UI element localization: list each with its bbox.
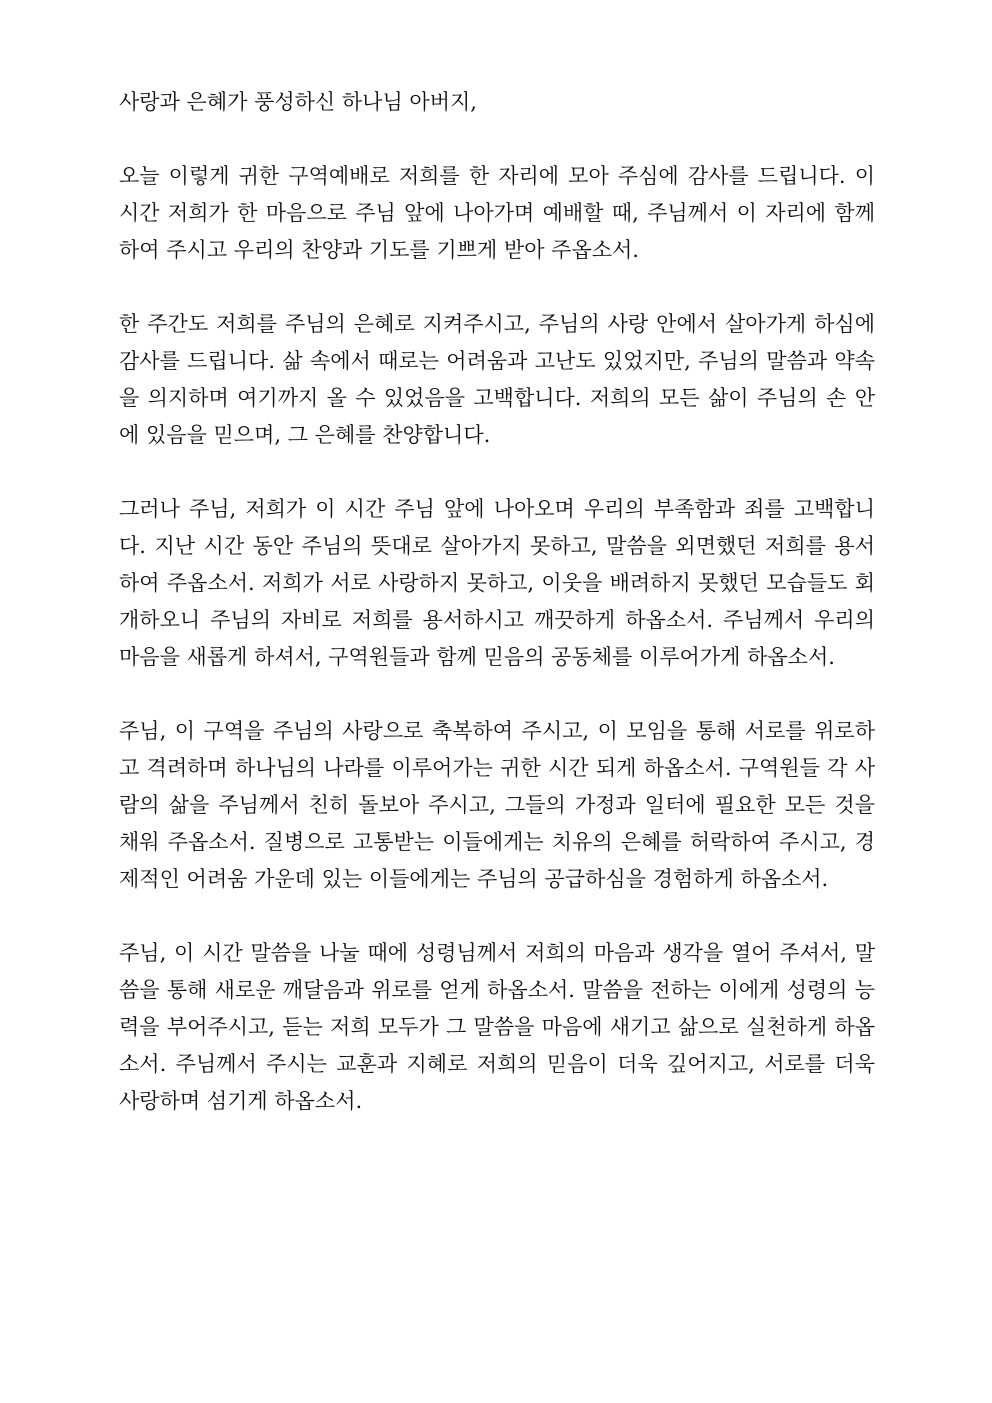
paragraph-thanksgiving-gathering: 오늘 이렇게 귀한 구역예배로 저희를 한 자리에 모아 주심에 감사를 드립니다. 이 시간 저희가 한 마음으로 주님 앞에 나아가며 예배할 때, 주님께서 이 자리에 함께하여 주시고 우리의 찬양과 기도를 기쁘게 받아 주옵소서. bbox=[119, 164, 875, 262]
paragraph-spacer bbox=[119, 676, 875, 713]
paragraph-spacer bbox=[119, 454, 875, 491]
paragraph-spacer bbox=[119, 121, 875, 158]
prayer-text-body bbox=[119, 84, 875, 1120]
paragraph-confession: 그러나 주님, 저희가 이 시간 주님 앞에 나아오며 우리의 부족함과 죄를 고백합니다. 지난 시간 동안 주님의 뜻대로 살아가지 못하고, 말씀을 외면했던 저희를 용서하여 주옵소서. 저희가 서로 사랑하지 못하고, 이웃을 배려하지 못했던 모습들도 회개하오니 주님의 자비로 저희를 용서하시고 깨끗하게 하옵소서. 주님께서 우리의 마음을 새롭게 하셔서, 구역원들과 함께 믿음의 공동체를 이루어가게 하옵소서. bbox=[119, 497, 875, 669]
paragraph-greeting: 사랑과 은혜가 풍성하신 하나님 아버지, bbox=[119, 90, 477, 114]
paragraph-sermon: 주님, 이 시간 말씀을 나눌 때에 성령님께서 저희의 마음과 생각을 열어 주셔서, 말씀을 통해 새로운 깨달음과 위로를 얻게 하옵소서. 말씀을 전하는 이에게 성령의 능력을 부어주시고, 듣는 저희 모두가 그 말씀을 마음에 새기고 삶으로 실천하게 하옵소서. 주님께서 주시는 교훈과 지혜로 저희의 믿음이 더욱 깊어지고, 서로를 더욱 사랑하며 섬기게 하옵소서. bbox=[119, 941, 875, 1113]
paragraph-blessing: 주님, 이 구역을 주님의 사랑으로 축복하여 주시고, 이 모임을 통해 서로를 위로하고 격려하며 하나님의 나라를 이루어가는 귀한 시간 되게 하옵소서. 구역원들 각 사람의 삶을 주님께서 친히 돌보아 주시고, 그들의 가정과 일터에 필요한 모든 것을 채워 주옵소서. 질병으로 고통받는 이들에게는 치유의 은혜를 허락하여 주시고, 경제적인 어려움 가운데 있는 이들에게는 주님의 공급하심을 경험하게 하옵소서. bbox=[119, 719, 875, 891]
paragraph-spacer bbox=[119, 269, 875, 306]
paragraph-thanksgiving-week: 한 주간도 저희를 주님의 은혜로 지켜주시고, 주님의 사랑 안에서 살아가게 하심에 감사를 드립니다. 삶 속에서 때로는 어려움과 고난도 있었지만, 주님의 말씀과 약속을 의지하며 여기까지 올 수 있었음을 고백합니다. 저희의 모든 삶이 주님의 손 안에 있음을 믿으며, 그 은혜를 찬양합니다. bbox=[119, 312, 875, 447]
paragraph-spacer bbox=[119, 898, 875, 935]
